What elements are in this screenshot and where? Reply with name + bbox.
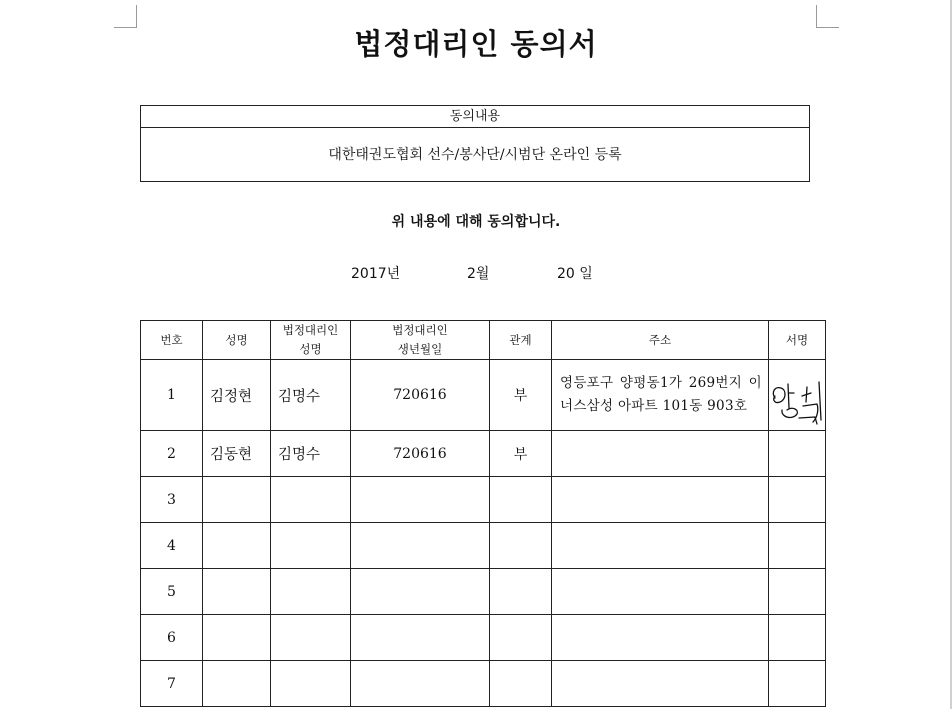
consent-content: 대한태권도협회 선수/봉사단/시범단 온라인 등록 [328,147,622,163]
date-month: 2월 [467,266,490,282]
cell-guardian-name [271,615,351,661]
cell-relation [490,661,552,707]
cell-guardian-birth [351,661,490,707]
table-header-row [141,321,826,360]
cell-name [203,661,271,707]
header-guardian-name [271,321,351,360]
cell-guardian-birth [351,569,490,615]
table-row [141,569,826,615]
cell-no: 3 [141,477,203,523]
cell-name: 김정현 [203,360,271,431]
cell-relation [490,569,552,615]
table-row [141,431,826,477]
cell-address [552,477,769,523]
cell-guardian-name: 김명수 [271,360,351,431]
cell-name [203,477,271,523]
cell-relation [490,523,552,569]
cell-signature [769,569,826,615]
table-row [141,477,826,523]
cell-relation [490,477,552,523]
header-guardian-name-line2: 성명 [299,342,322,356]
header-relation: 관계 [490,321,552,360]
document-title: 법정대리인 동의서 [354,27,598,61]
cell-signature [769,477,826,523]
cell-name: 김동현 [203,431,271,477]
cell-name [203,569,271,615]
cell-name [203,615,271,661]
table-row [141,661,826,707]
date-year: 2017년 [351,266,401,282]
header-signature: 서명 [769,321,826,360]
cell-guardian-name: 김명수 [271,431,351,477]
cell-guardian-birth [351,615,490,661]
cell-no: 6 [141,615,203,661]
cell-address: 영등포구 양평동1가 269번지 이너스삼성 아파트 101동 903호 [552,360,769,431]
guardian-table [140,320,826,707]
cell-no: 7 [141,661,203,707]
cell-no: 2 [141,431,203,477]
cell-name [203,523,271,569]
cell-guardian-birth [351,523,490,569]
header-guardian-name-line1: 법정대리인 [282,323,339,337]
header-guardian-birth-line1: 법정대리인 [392,323,448,337]
table-row [141,523,826,569]
header-address: 주소 [552,321,769,360]
cell-guardian-name [271,477,351,523]
header-guardian-birth [351,321,490,360]
cell-relation: 부 [490,360,552,431]
table-body [141,360,826,707]
handwritten-signature [769,362,826,430]
cell-address [552,569,769,615]
cell-no: 5 [141,569,203,615]
cell-no: 4 [141,523,203,569]
consent-box [140,105,810,182]
cell-guardian-name [271,523,351,569]
date-day: 20 일 [557,266,593,282]
cell-signature [769,661,826,707]
cell-signature [769,615,826,661]
cell-guardian-name [271,569,351,615]
table-row [141,360,826,431]
cell-relation: 부 [490,431,552,477]
cell-relation [490,615,552,661]
header-no: 번호 [141,321,203,360]
cell-address [552,615,769,661]
consent-header: 동의내용 [141,106,809,128]
cell-signature [769,523,826,569]
cell-signature [769,431,826,477]
cell-guardian-name [271,661,351,707]
cell-signature [769,360,826,431]
cell-address [552,431,769,477]
cell-no: 1 [141,360,203,431]
cell-guardian-birth [351,477,490,523]
cell-address [552,523,769,569]
table-row [141,615,826,661]
cell-guardian-birth: 720616 [351,360,490,431]
cell-guardian-birth: 720616 [351,431,490,477]
header-guardian-birth-line2: 생년월일 [397,342,443,356]
agreement-text: 위 내용에 대해 동의합니다. [391,214,561,230]
cell-address [552,661,769,707]
header-name: 성명 [203,321,271,360]
